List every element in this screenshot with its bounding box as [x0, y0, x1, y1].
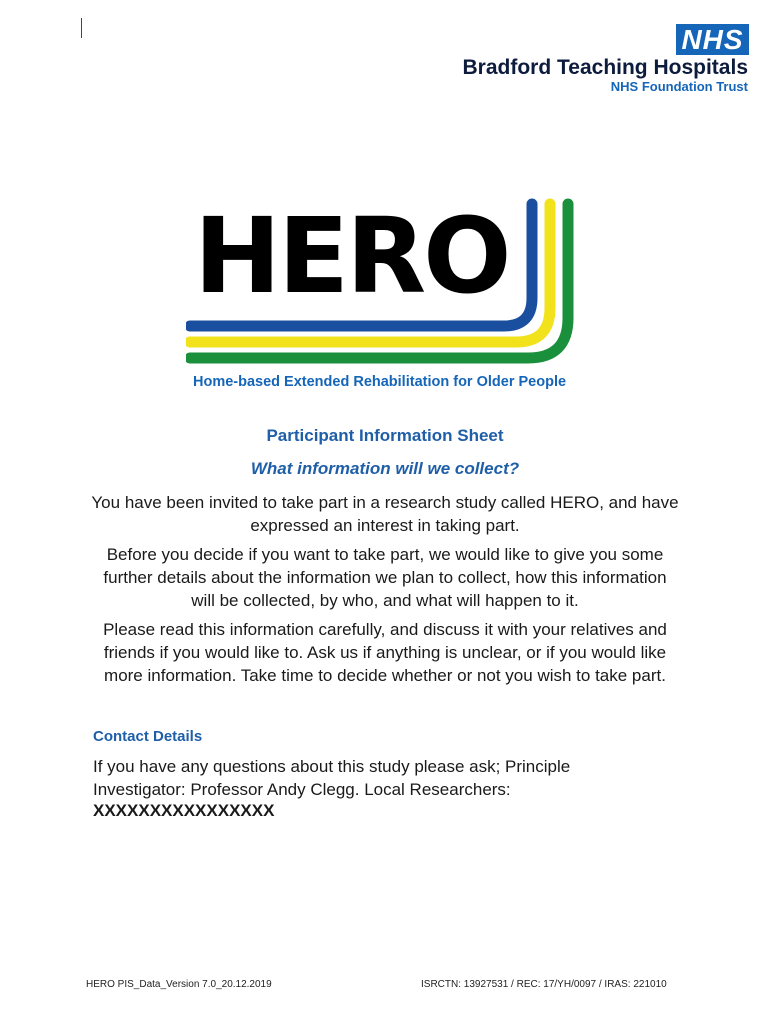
- text-cursor: [81, 18, 82, 38]
- hero-logo: [186, 195, 586, 388]
- trust-name: Bradford Teaching Hospitals: [462, 56, 748, 79]
- intro-paragraph: Please read this information carefully, and discuss it with your relatives and friends if you would like to. Ask us if anything is unclear, or if you would like more information. Take time to decide whether or not you wish to take part.: [103, 620, 667, 685]
- intro-paragraph: You have been invited to take part in a research study called HERO, and have expressed an interest in taking part.: [91, 493, 679, 535]
- page-subtitle: What information will we collect?: [250, 459, 520, 478]
- footer-version: HERO PIS_Data_Version 7.0_20.12.2019: [86, 979, 272, 990]
- hero-tagline: Home-based Extended Rehabilitation for Older People: [193, 374, 567, 390]
- nhs-logo: NHS: [676, 24, 749, 55]
- trust-subtitle: NHS Foundation Trust: [610, 79, 748, 94]
- page-title: Participant Information Sheet: [266, 426, 504, 445]
- footer-references: ISRCTN: 13927531 / REC: 17/YH/0097 / IRAS: 221010: [421, 979, 667, 990]
- contact-text: If you have any questions about this study please ask; Principle Investigator: Professor Andy Clegg. Local Researchers:: [93, 757, 571, 799]
- contact-heading: Contact Details: [93, 728, 203, 745]
- researcher-placeholder: XXXXXXXXXXXXXXXX: [93, 801, 275, 820]
- intro-paragraph: Before you decide if you want to take part, we would like to give you some further details about the information we plan to collect, how this information will be collected, by who, and what will happen to it.: [103, 545, 667, 610]
- hero-wordmark: HERO: [194, 195, 509, 317]
